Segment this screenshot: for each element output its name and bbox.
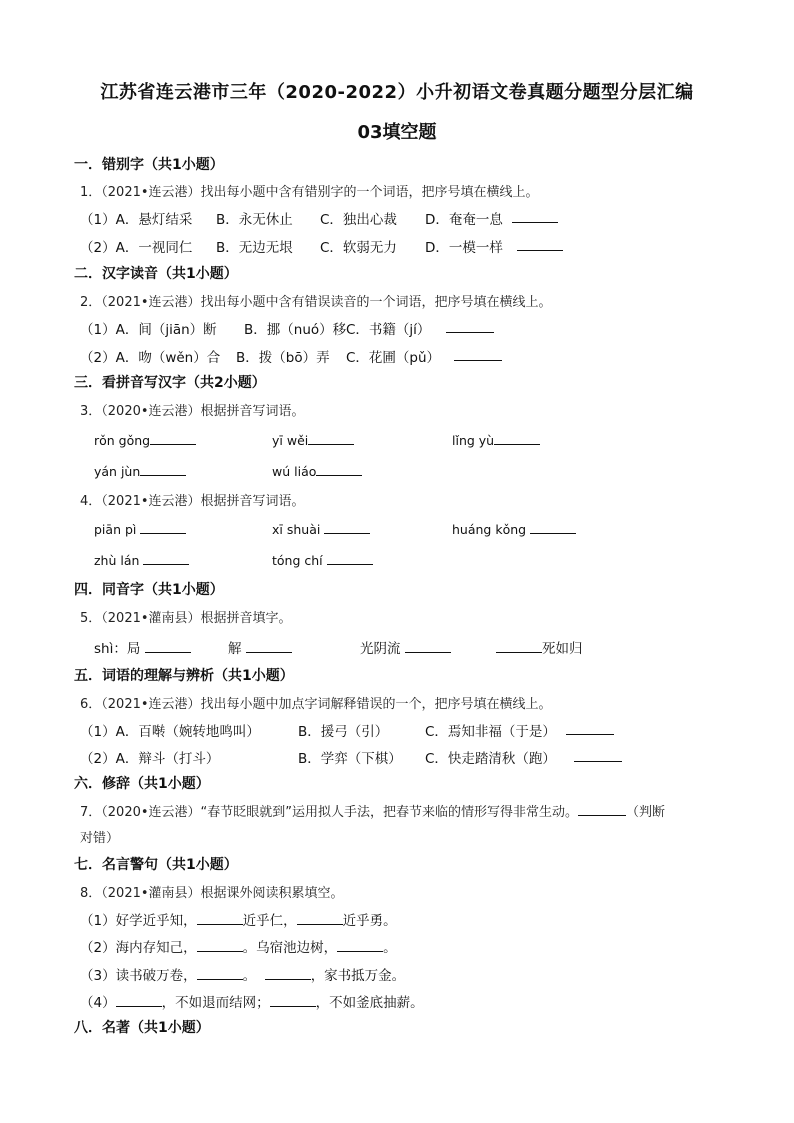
pinyin-prompt: zhù lán xyxy=(94,552,189,568)
option: D．奄奄一息 xyxy=(425,212,503,228)
answer-blank[interactable] xyxy=(530,521,576,534)
section-heading: 二．汉字读音（共1小题） xyxy=(74,266,238,282)
answer-blank[interactable] xyxy=(197,939,243,952)
fill-line: （3）读书破万卷， 。 ，家书抵万金。 xyxy=(80,968,406,984)
option: C．软弱无力 xyxy=(320,240,397,256)
answer-blank[interactable] xyxy=(246,640,292,653)
answer-blank[interactable] xyxy=(270,994,316,1007)
answer-blank[interactable] xyxy=(405,640,451,653)
fill-line: （4） ，不如退而结网； ，不如釜底抽薪。 xyxy=(80,995,424,1011)
section-heading: 四．同音字（共1小题） xyxy=(74,582,224,598)
answer-blank[interactable] xyxy=(145,640,191,653)
question-text: 6．（2021•连云港）找出每小题中加点字词解释错误的一个，把序号填在横线上。 xyxy=(80,697,552,712)
pinyin-prompt: tóng chí xyxy=(272,552,373,568)
option: C．花圃（pǔ） xyxy=(346,350,441,366)
section-heading: 八．名著（共1小题） xyxy=(74,1020,210,1036)
answer-blank[interactable] xyxy=(517,238,563,251)
section-heading: 六．修辞（共1小题） xyxy=(74,776,210,792)
answer-blank[interactable] xyxy=(308,432,354,445)
pinyin-prompt: piān pì xyxy=(94,521,186,537)
option: C．快走踏清秋（跑） xyxy=(425,751,556,767)
option: C．独出心裁 xyxy=(320,212,397,228)
homophone-item: 光阴流 xyxy=(360,637,451,657)
option: （2）A．辩斗（打斗） xyxy=(80,751,220,767)
answer-blank[interactable] xyxy=(143,552,189,565)
answer-blank[interactable] xyxy=(140,463,186,476)
pinyin-prompt: xī shuài xyxy=(272,521,370,537)
question-text: 2．（2021•连云港）找出每小题中含有错误读音的一个词语，把序号填在横线上。 xyxy=(80,295,552,310)
answer-blank[interactable] xyxy=(297,912,343,925)
fill-line: （1）好学近乎知， 近乎仁， 近乎勇。 xyxy=(80,913,397,929)
homophone-item: 死如归 xyxy=(496,637,583,657)
answer-blank[interactable] xyxy=(197,967,243,980)
pinyin-prompt: huáng kǒng xyxy=(452,521,576,537)
question-text: 5．（2021•灌南县）根据拼音填字。 xyxy=(80,611,292,626)
section-heading: 七．名言警句（共1小题） xyxy=(74,857,238,873)
answer-blank[interactable] xyxy=(316,463,362,476)
answer-blank[interactable] xyxy=(566,722,614,735)
answer-blank[interactable] xyxy=(327,552,373,565)
option: B．拨（bō）弄 xyxy=(236,350,330,366)
option: B．挪（nuó）移 xyxy=(244,322,347,338)
answer-blank[interactable] xyxy=(140,521,186,534)
section-heading: 一．错别字（共1小题） xyxy=(74,157,224,173)
answer-blank[interactable] xyxy=(150,432,196,445)
option: B．永无休止 xyxy=(216,212,293,228)
option: B．援弓（引） xyxy=(298,724,389,740)
question-text: 1．（2021•连云港）找出每小题中含有错别字的一个词语，把序号填在横线上。 xyxy=(80,185,539,200)
question-text-cont: 对错） xyxy=(80,831,120,846)
homophone-item: shì：局 xyxy=(94,637,191,657)
option: （2）A．吻（wěn）合 xyxy=(80,350,221,366)
answer-blank[interactable] xyxy=(324,521,370,534)
option: B．无边无垠 xyxy=(216,240,293,256)
answer-blank[interactable] xyxy=(494,432,540,445)
question-text: 4．（2021•连云港）根据拼音写词语。 xyxy=(80,494,305,509)
pinyin-prompt: lǐng yù xyxy=(452,432,540,448)
homophone-item: 解 xyxy=(228,637,292,657)
option: C．焉知非福（于是） xyxy=(425,724,556,740)
answer-blank[interactable] xyxy=(265,967,311,980)
option: （1）A．悬灯结采 xyxy=(80,212,193,228)
answer-blank[interactable] xyxy=(578,803,626,816)
section-heading: 三．看拼音写汉字（共2小题） xyxy=(74,375,266,391)
section-heading: 五．词语的理解与辨析（共1小题） xyxy=(74,668,294,684)
doc-title: 江苏省连云港市三年（2020-2022）小升初语文卷真题分题型分层汇编 xyxy=(100,82,694,103)
answer-blank[interactable] xyxy=(574,749,622,762)
option: C．书籍（jí） xyxy=(346,322,431,338)
answer-blank[interactable] xyxy=(116,994,162,1007)
question-text: 3．（2020•连云港）根据拼音写词语。 xyxy=(80,404,305,419)
answer-blank[interactable] xyxy=(446,320,494,333)
pinyin-prompt: yán jùn xyxy=(94,463,186,479)
answer-blank[interactable] xyxy=(496,640,542,653)
question-text: 7．（2020•连云港）“春节眨眼就到”运用拟人手法，把春节来临的情形写得非常生动。 （判断 xyxy=(80,805,666,820)
option: D．一模一样 xyxy=(425,240,503,256)
option: B．学弈（下棋） xyxy=(298,751,402,767)
doc-subtitle: 03填空题 xyxy=(357,122,437,143)
answer-blank[interactable] xyxy=(197,912,243,925)
pinyin-prompt: wú liáo xyxy=(272,463,362,479)
pinyin-prompt: rǒn gǒng xyxy=(94,432,196,448)
option: （1）A．百啭（婉转地鸣叫） xyxy=(80,724,260,740)
option: （2）A．一视同仁 xyxy=(80,240,193,256)
answer-blank[interactable] xyxy=(512,210,558,223)
answer-blank[interactable] xyxy=(337,939,383,952)
fill-line: （2）海内存知己， 。乌宿池边树， 。 xyxy=(80,940,397,956)
pinyin-prompt: yī wěi xyxy=(272,432,354,448)
option: （1）A．间（jiān）断 xyxy=(80,322,217,338)
question-text: 8．（2021•灌南县）根据课外阅读积累填空。 xyxy=(80,886,344,901)
answer-blank[interactable] xyxy=(454,348,502,361)
